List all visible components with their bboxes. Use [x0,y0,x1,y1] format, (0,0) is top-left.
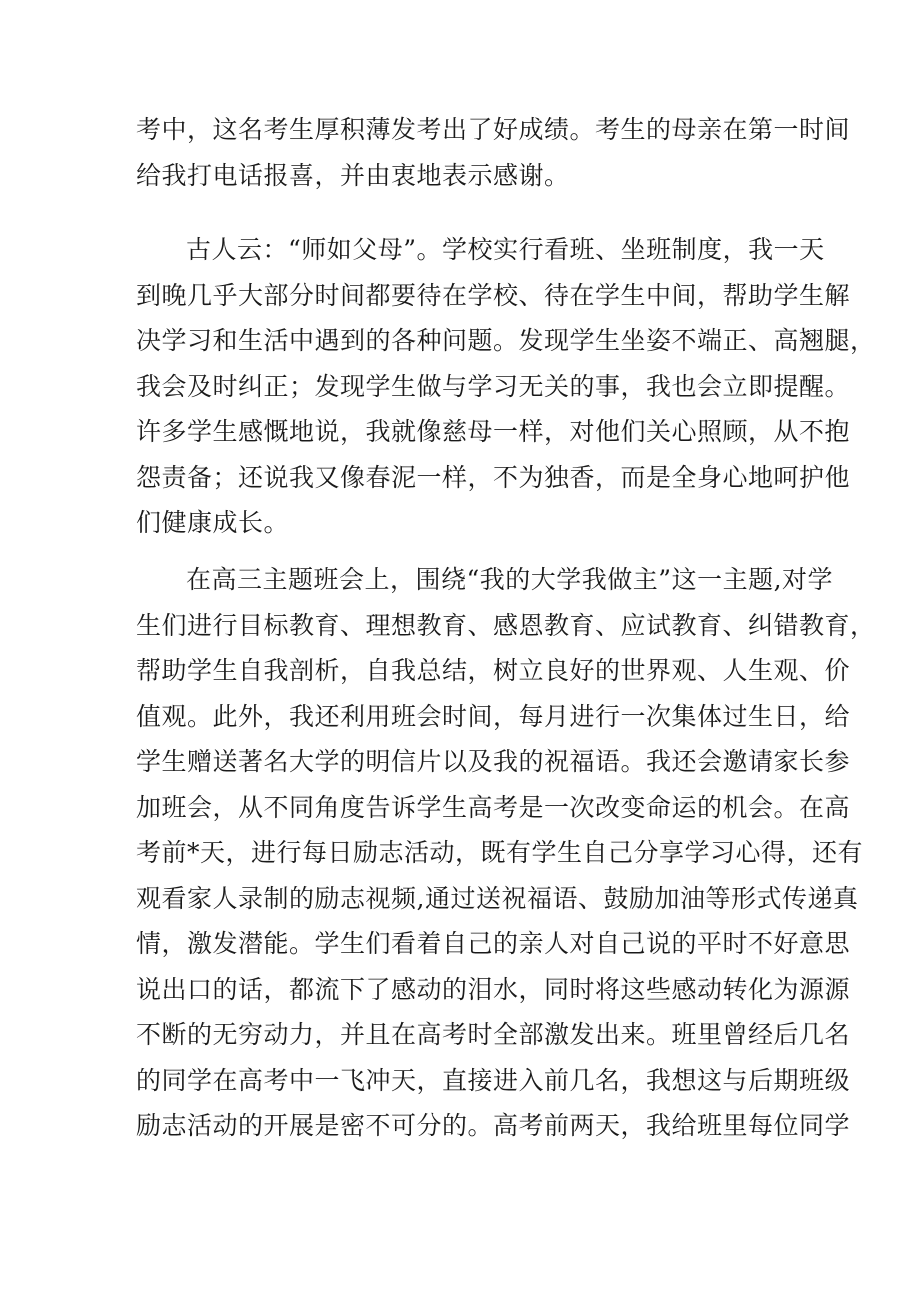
paragraph-line: 值观。此外，我还利用班会时间，每月进行一次集体过生日，给 [136,701,851,731]
paragraph-line: 不断的无穷动力，并且在高考时全部激发出来。班里曾经后几名 [136,1020,851,1049]
paragraph-line: 到晚几乎大部分时间都要待在学校、待在学生中间，帮助学生解 [136,280,851,310]
paragraph-line: 的同学在高考中一飞冲天，直接进入前几名，我想这与后期班级 [136,1065,851,1095]
paragraph-line: 古人云：“师如父母”。学校实行看班、坐班制度，我一天 [186,235,825,264]
paragraph-line: 考前*天，进行每日励志活动，既有学生自己分享学习心得，还有 [136,838,864,867]
paragraph-line: 观看家人录制的励志视频,通过送祝福语、鼓励加油等形式传递真 [136,883,859,913]
paragraph-line: 生们进行目标教育、理想教育、感恩教育、应试教育、纠错教育， [136,610,876,640]
paragraph-line: 说出口的话，都流下了感动的泪水，同时将这些感动转化为源源 [136,974,851,1004]
paragraph-3 [136,557,876,1149]
paragraph-1 [136,107,851,198]
paragraph-line: 我会及时纠正；发现学生做与学习无关的事，我也会立即提醒。 [136,371,851,401]
paragraph-line: 在高三主题班会上，围绕“我的大学我做主”这一主题,对学 [186,565,834,594]
paragraph-line: 学生赠送著名大学的明信片以及我的祝福语。我还会邀请家长参 [136,747,851,776]
paragraph-line: 许多学生感慨地说，我就像慈母一样，对他们关心照顾，从不抱 [136,417,851,446]
paragraph-line: 情，激发潜能。学生们看着自己的亲人对自己说的平时不好意思 [136,929,851,958]
paragraph-2 [136,227,876,546]
paragraph-line: 们健康成长。 [136,508,290,537]
paragraph-line: 加班会，从不同角度告诉学生高考是一次改变命运的机会。在高 [136,792,851,822]
paragraph-line: 帮助学生自我剖析，自我总结，树立良好的世界观、人生观、价 [136,656,851,685]
paragraph-line: 励志活动的开展是密不可分的。高考前两天，我给班里每位同学 [136,1111,851,1140]
paragraph-line: 决学习和生活中遇到的各种问题。发现学生坐姿不端正、高翘腿， [136,326,876,355]
paragraph-line: 怨责备；还说我又像春泥一样，不为独香，而是全身心地呵护他 [136,462,851,492]
paragraph-line: 考中，这名考生厚积薄发考出了好成绩。考生的母亲在第一时间 [136,115,851,144]
paragraph-line: 给我打电话报喜，并由衷地表示感谢。 [136,160,570,190]
